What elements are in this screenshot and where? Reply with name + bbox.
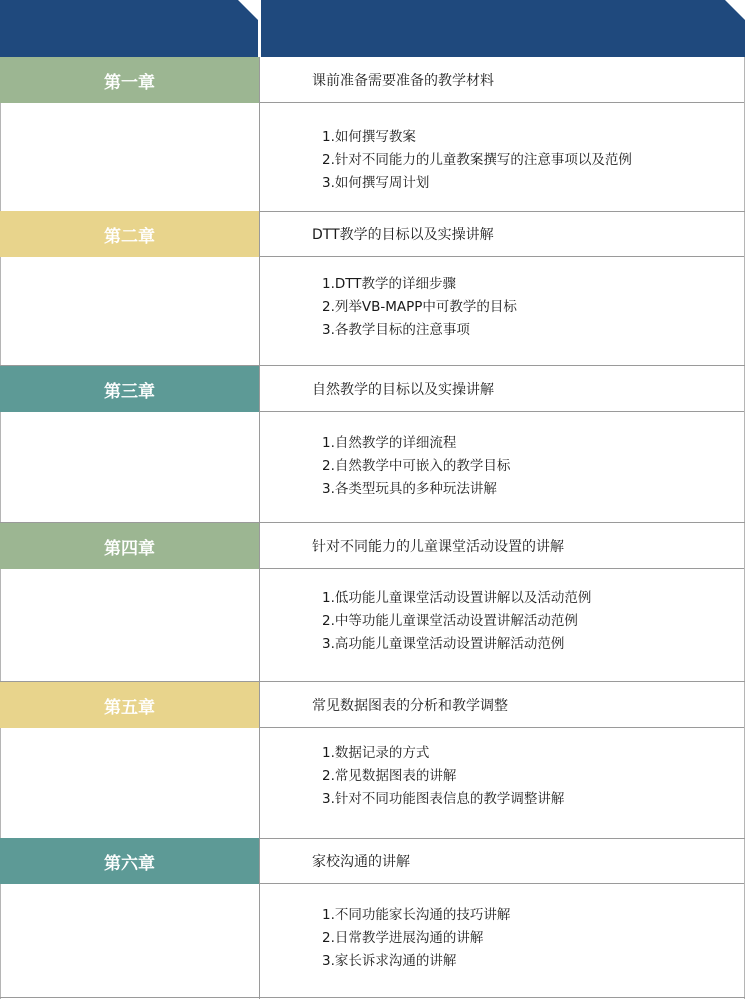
chapter-4-title: 针对不同能力的儿童课堂活动设置的讲解 [260,523,744,569]
chapter-4-label: 第四章 [0,523,259,569]
chapter-6-item-2: 2.日常教学进展沟通的讲解 [322,930,484,946]
chapter-6-items [322,906,510,971]
chapter-6-item-3: 3.家长诉求沟通的讲解 [322,953,457,969]
chapter-1-item-1: 1.如何撰写教案 [322,129,416,145]
chapter-4-item-1: 1.低功能儿童课堂活动设置讲解以及活动范例 [322,590,592,606]
chapter-2-body [0,257,745,366]
chapter-3-item-1: 1.自然教学的详细流程 [322,435,457,451]
chapter-1-title: 课前准备需要准备的教学材料 [260,57,744,103]
chapter-3-items [322,434,510,499]
chapter-2-items [322,275,517,340]
chapter-4-items [322,589,591,654]
chapter-1-label: 第一章 [0,57,259,103]
chapter-2-item-3: 3.各教学目标的注意事项 [322,322,470,338]
chapter-1-item-3: 3.如何撰写周计划 [322,175,430,191]
chapter-5-items [322,744,564,809]
chapter-5-item-3: 3.针对不同功能图表信息的教学调整讲解 [322,791,565,807]
chapter-5-title: 常见数据图表的分析和教学调整 [260,682,744,728]
chapter-5-item-2: 2.常见数据图表的讲解 [322,768,457,784]
table-column-divider [259,57,260,999]
chapter-6-title: 家校沟通的讲解 [260,838,744,884]
chapter-2-label: 第二章 [0,211,259,257]
chapter-6-label: 第六章 [0,838,259,884]
chapter-2-item-2: 2.列举VB-MAPP中可教学的目标 [322,299,517,315]
chapter-1-body [0,103,745,212]
chapter-4-item-3: 3.高功能儿童课堂活动设置讲解活动范例 [322,636,565,652]
chapter-5-item-1: 1.数据记录的方式 [322,745,430,761]
chapter-3-label: 第三章 [0,366,259,412]
chapter-1-item-2: 2.针对不同能力的儿童教案撰写的注意事项以及范例 [322,152,632,168]
chapter-4-body [0,569,745,682]
chapter-3-body [0,412,745,523]
header-right-tab [261,0,745,57]
chapter-3-item-3: 3.各类型玩具的多种玩法讲解 [322,481,497,497]
chapter-2-item-1: 1.DTT教学的详细步骤 [322,276,457,292]
chapter-3-title: 自然教学的目标以及实操讲解 [260,366,744,412]
chapter-6-body [0,884,745,998]
header-left-tab [0,0,258,57]
chapter-4-item-2: 2.中等功能儿童课堂活动设置讲解活动范例 [322,613,578,629]
chapter-1-items [322,128,632,193]
chapter-5-label: 第五章 [0,682,259,728]
chapter-3-item-2: 2.自然教学中可嵌入的教学目标 [322,458,511,474]
chapter-2-title: DTT教学的目标以及实操讲解 [260,211,744,257]
chapter-5-body [0,728,745,839]
chapter-6-item-1: 1.不同功能家长沟通的技巧讲解 [322,907,511,923]
